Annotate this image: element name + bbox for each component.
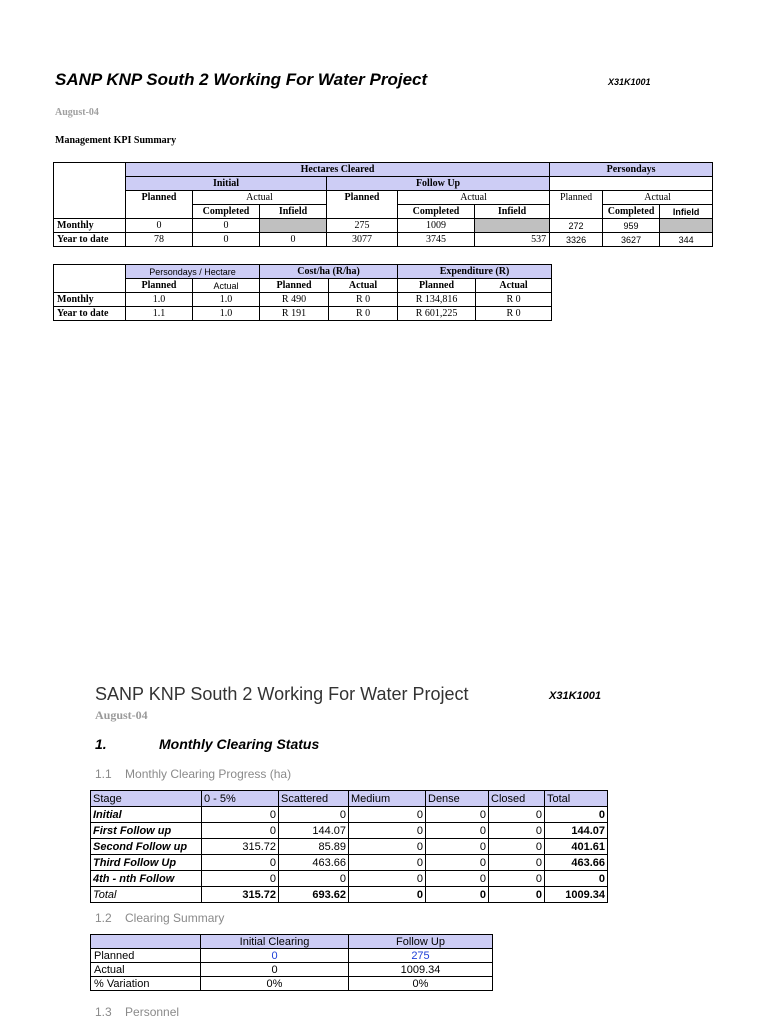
clearing-progress-table [90, 790, 608, 903]
table-header-row: Stage 0 - 5% Scattered Medium Dense Closed Total [91, 791, 608, 807]
table-row: Year to date 78 0 0 3077 3745 537 3326 3627 344 [54, 233, 713, 247]
initial-actual-header: Actual [193, 191, 327, 205]
table-row: Year to date 1.1 1.0 R 191 R 0 R 601,225 R 0 [54, 307, 552, 321]
pd-completed-header: Completed [603, 205, 660, 219]
table-row: Planned 0 275 [91, 949, 493, 963]
followup-completed-header: Completed [398, 205, 475, 219]
followup-actual-header: Actual [398, 191, 550, 205]
expenditure-header: Expenditure (R) [398, 265, 552, 279]
followup-header: Follow Up [327, 177, 550, 191]
followup-infield-header: Infield [475, 205, 550, 219]
subsection-1-2: 1.2 Clearing Summary [95, 911, 225, 925]
table-row: Second Follow up 315.72 85.89 0 0 0 401.61 [91, 839, 608, 855]
subsection-1-3: 1.3 Personnel [95, 1005, 180, 1019]
table-row-total: Total 315.72 693.62 0 0 0 1009.34 [91, 887, 608, 903]
initial-header: Initial [126, 177, 327, 191]
persondays-header: Persondays [550, 163, 713, 177]
followup-planned-header: Planned [327, 191, 398, 205]
initial-planned-header: Planned [126, 191, 193, 205]
table-row: Third Follow Up 0 463.66 0 0 0 463.66 [91, 855, 608, 871]
table-row: Actual 0 1009.34 [91, 963, 493, 977]
section-number: 1. [95, 736, 107, 752]
page1-code: X31K1001 [608, 77, 651, 87]
table-row: Initial 0 0 0 0 0 0 [91, 807, 608, 823]
table-row: Monthly 0 0 275 1009 272 959 [54, 219, 713, 233]
cost-per-ha-header: Cost/ha (R/ha) [260, 265, 398, 279]
page1-subtitle: Management KPI Summary [55, 135, 177, 146]
page1-date: August-04 [55, 107, 99, 118]
pd-infield-header: Infield [660, 205, 713, 219]
table-row: % Variation 0% 0% [91, 977, 493, 991]
initial-completed-header: Completed [193, 205, 260, 219]
table-row: Monthly 1.0 1.0 R 490 R 0 R 134,816 R 0 [54, 293, 552, 307]
page2-date: August-04 [95, 708, 148, 722]
section-title: Monthly Clearing Status [159, 736, 320, 752]
hectares-cleared-header: Hectares Cleared [126, 163, 550, 177]
pd-actual-header: Actual [603, 191, 713, 205]
pd-planned-header: Planned [550, 191, 603, 205]
persondays-per-hectare-header: Persondays / Hectare [126, 265, 260, 279]
table-row: 4th - nth Follow 0 0 0 0 0 0 [91, 871, 608, 887]
clearing-summary-table [90, 934, 493, 991]
kpi-hectares-table [53, 162, 713, 247]
initial-infield-header: Infield [260, 205, 327, 219]
page2-title: SANP KNP South 2 Working For Water Project [95, 684, 469, 704]
corner-cell [54, 163, 126, 177]
page1-title: SANP KNP South 2 Working For Water Project [55, 70, 428, 89]
table-header-row: Initial Clearing Follow Up [91, 935, 493, 949]
table-row: First Follow up 0 144.07 0 0 0 144.07 [91, 823, 608, 839]
kpi-cost-table: Persondays / Hectare Cost/ha (R/ha) Expenditure (R) Planned Actual Planned Actual Planned Actual Monthly 1.0 1.0 R 490 R 0 R 134,816 R 0 Year to date 1.1 1.0 R 191 R 0 R 601,225 R 0 [53, 264, 552, 321]
subsection-1-1: 1.1 Monthly Clearing Progress (ha) [95, 767, 292, 781]
page2-code: X31K1001 [549, 690, 601, 702]
